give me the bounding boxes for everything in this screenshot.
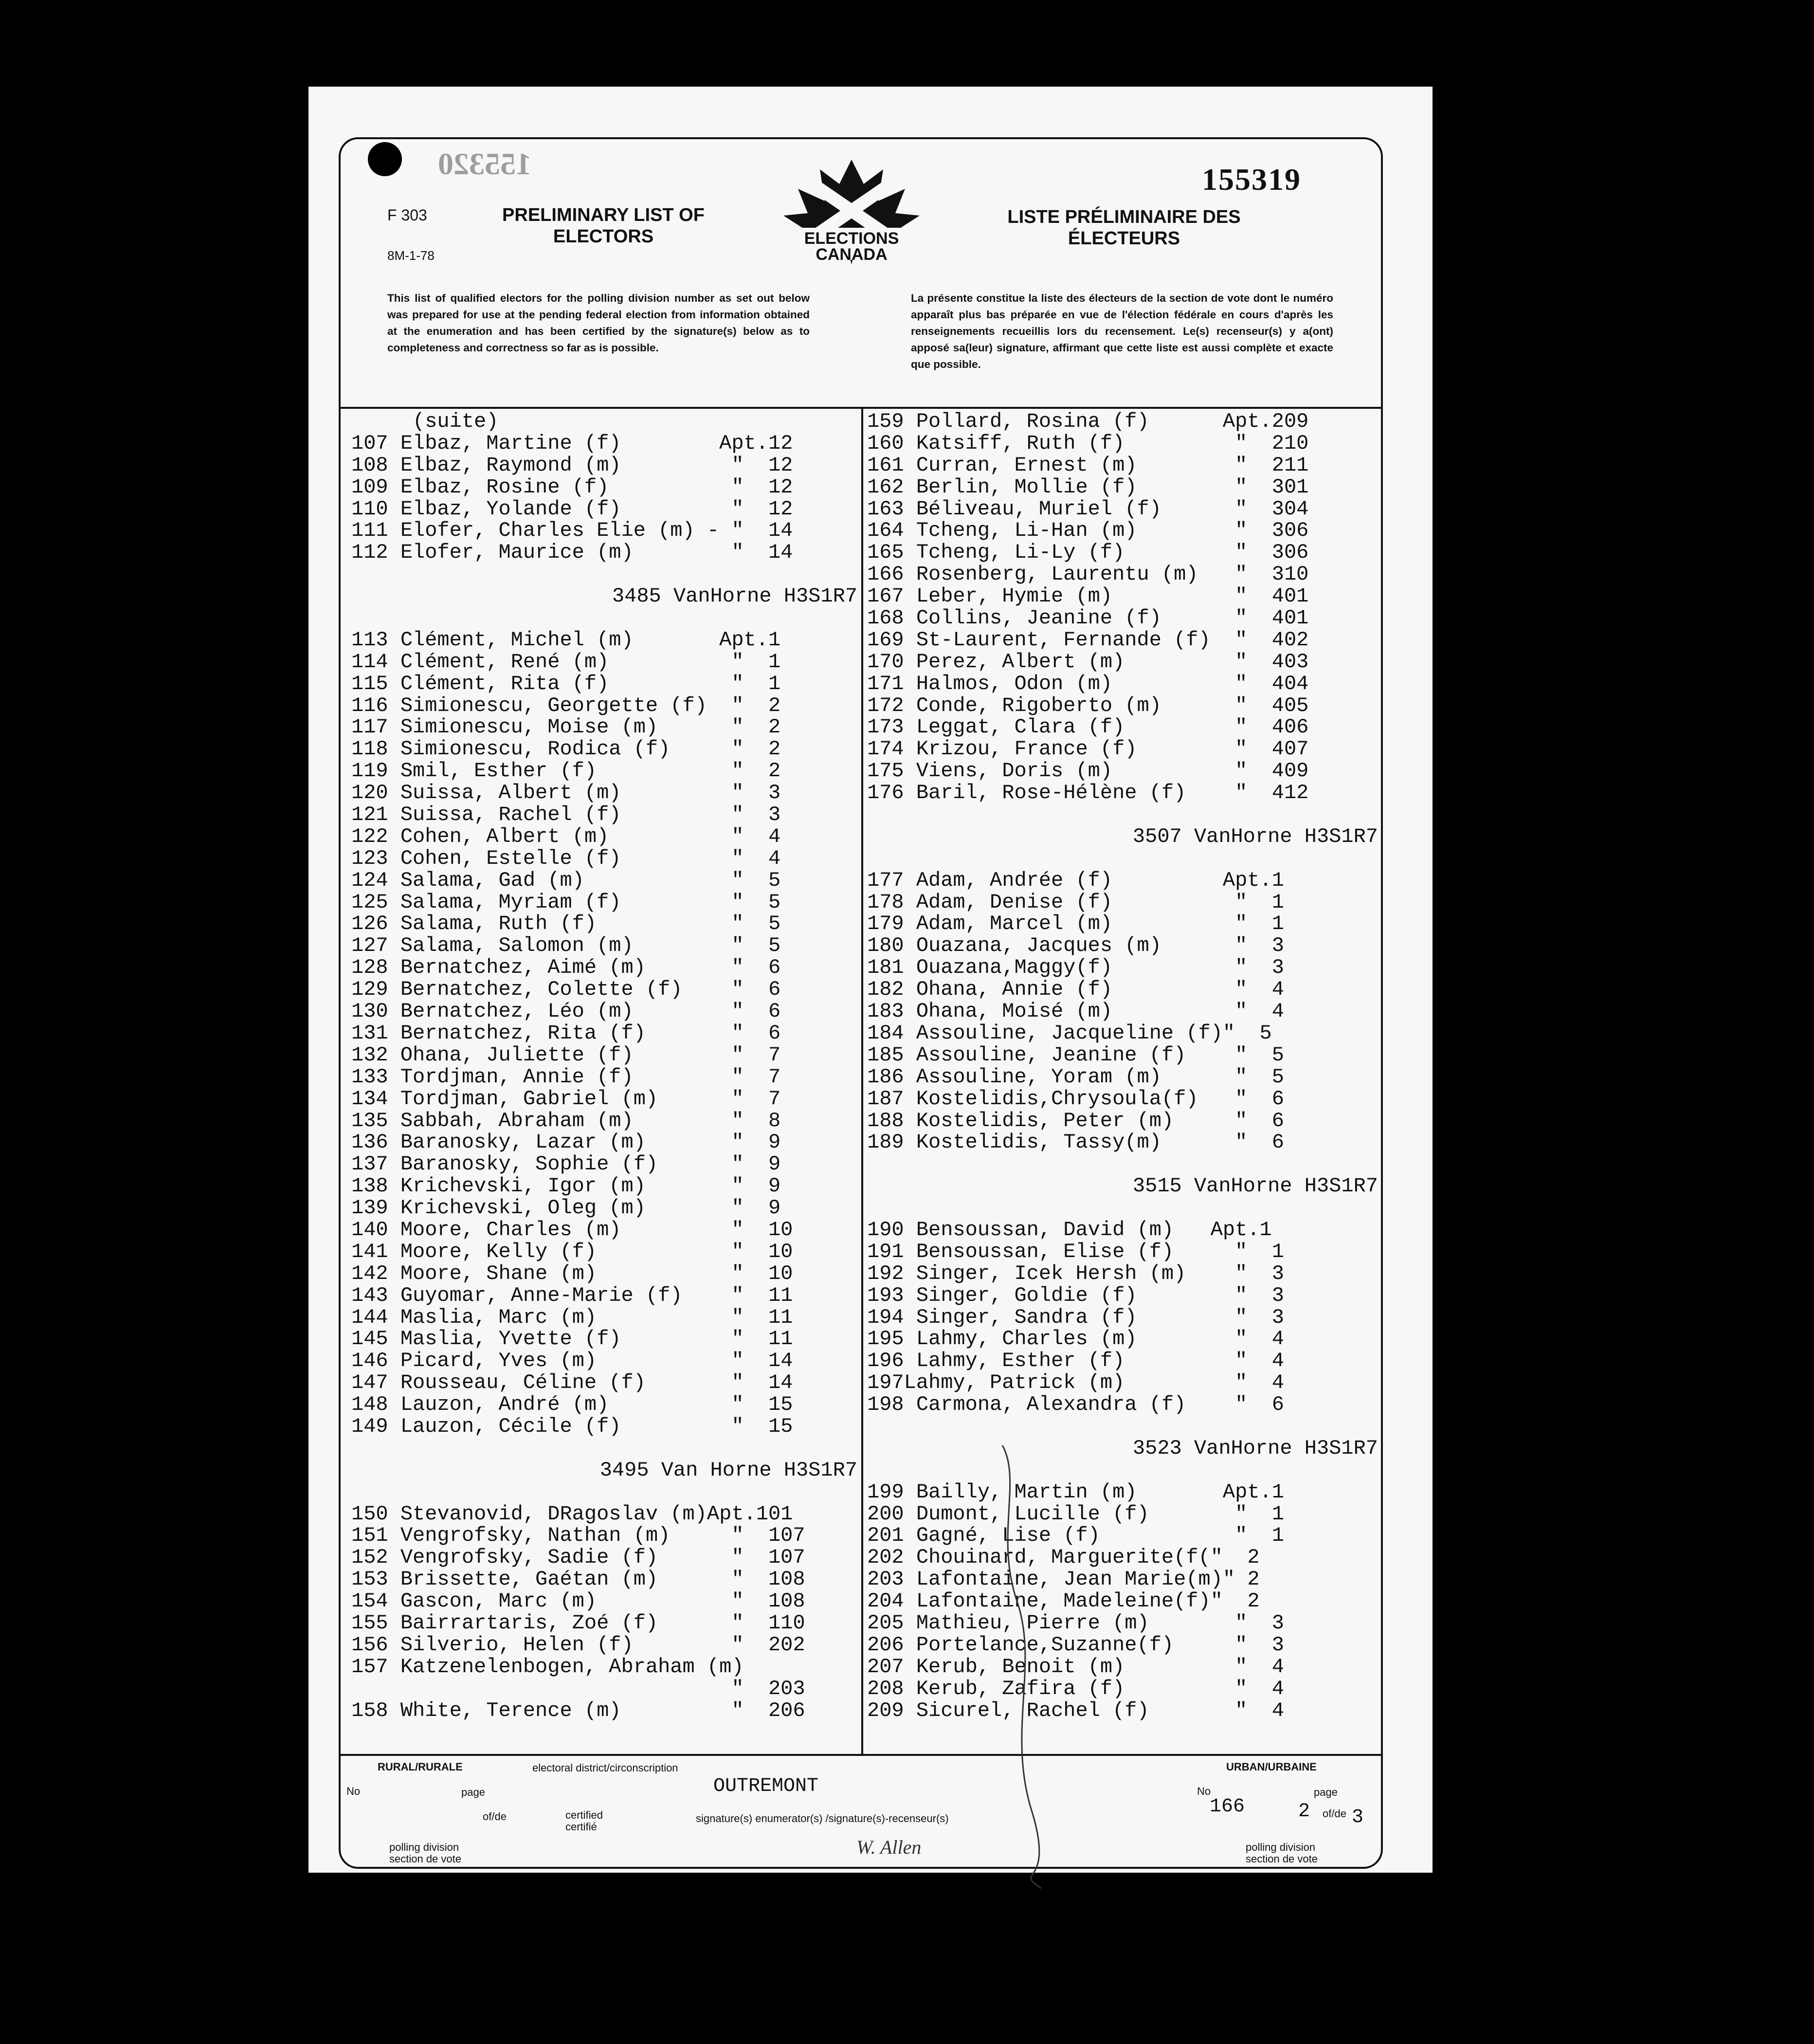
- elector-entry: 3515 VanHorne H3S1R7: [1132, 1174, 1378, 1198]
- elector-entry: 114 Clément, René (m) " 1: [351, 650, 781, 674]
- elector-entry: 168 Collins, Jeanine (f) " 401: [867, 606, 1309, 630]
- enumerator-signature-label: signature(s) enumerator(s) /signature(s)-recenseur(s): [696, 1812, 949, 1825]
- elector-entry: 133 Tordjman, Annie (f) " 7: [351, 1065, 781, 1089]
- elector-entry: 186 Assouline, Yoram (m) " 5: [867, 1065, 1284, 1089]
- spacer: [351, 564, 857, 585]
- elector-entry: 141 Moore, Kelly (f) " 10: [351, 1240, 793, 1263]
- elector-entry: 120 Suissa, Albert (m) " 3: [351, 781, 781, 805]
- continuation-label: " 203: [351, 1677, 805, 1700]
- elector-entry: 107 Elbaz, Martine (f) Apt.12: [351, 431, 793, 455]
- elector-entry: 129 Bernatchez, Colette (f) " 6: [351, 978, 781, 1002]
- elector-entry: 149 Lauzon, Cécile (f) " 15: [351, 1414, 793, 1438]
- elector-entry: 3507 VanHorne H3S1R7: [1132, 824, 1378, 848]
- elector-entry: 179 Adam, Marcel (m) " 1: [867, 912, 1284, 936]
- elector-entry: 134 Tordjman, Gabriel (m) " 7: [351, 1087, 781, 1111]
- punch-hole: [368, 142, 402, 176]
- elector-entry: 110 Elbaz, Yolande (f) " 12: [351, 497, 793, 521]
- elector-entry: 164 Tcheng, Li-Han (m) " 306: [867, 519, 1309, 543]
- elector-entry: 146 Picard, Yves (m) " 14: [351, 1349, 793, 1373]
- serial-number: 155319: [1202, 162, 1301, 197]
- elector-entry: 138 Krichevski, Igor (m) " 9: [351, 1174, 781, 1198]
- spacer: [867, 848, 1378, 870]
- elector-entry: 189 Kostelidis, Tassy(m) " 6: [867, 1131, 1284, 1154]
- elector-entry: 176 Baril, Rose-Hélène (f) " 412: [867, 781, 1309, 805]
- pen-mark: [993, 1441, 1051, 1893]
- elector-entry: 139 Krichevski, Oleg (m) " 9: [351, 1196, 781, 1220]
- elector-entry: 167 Leber, Hymie (m) " 401: [867, 584, 1309, 608]
- elector-entry: 203 Lafontaine, Jean Marie(m)" 2: [867, 1568, 1260, 1591]
- elector-entry: 190 Bensoussan, David (m) Apt.1: [867, 1218, 1272, 1241]
- elector-entry: 148 Lauzon, André (m) " 15: [351, 1393, 793, 1417]
- elector-list-right: [867, 411, 1378, 1721]
- elector-entry: 115 Clément, Rita (f) " 1: [351, 672, 781, 695]
- elector-entry: 119 Smil, Esther (f) " 2: [351, 759, 781, 783]
- elector-entry: 199 Bailly, Martin (m) Apt.1: [867, 1480, 1284, 1504]
- elector-entry: 193 Singer, Goldie (f) " 3: [867, 1283, 1284, 1307]
- elector-entry: 121 Suissa, Rachel (f) " 3: [351, 803, 781, 827]
- elector-entry: 183 Ohana, Moisé (m) " 4: [867, 1000, 1284, 1023]
- elector-entry: 113 Clément, Michel (m) Apt.1: [351, 628, 781, 652]
- elector-entry: 132 Ohana, Juliette (f) " 7: [351, 1043, 781, 1067]
- spacer: [867, 804, 1378, 826]
- elector-entry: 195 Lahmy, Charles (m) " 4: [867, 1327, 1284, 1351]
- elector-entry: 123 Cohen, Estelle (f) " 4: [351, 846, 781, 870]
- district-label: electoral district/circonscription: [532, 1762, 678, 1774]
- continuation-label: (suite): [351, 410, 499, 433]
- page-label-left: page: [461, 1786, 485, 1798]
- elector-entry: 172 Conde, Rigoberto (m) " 405: [867, 694, 1309, 717]
- svg-text:CANADA: CANADA: [816, 245, 888, 264]
- elector-entry: 165 Tcheng, Li-Ly (f) " 306: [867, 541, 1309, 565]
- elector-entry: 160 Katsiff, Ruth (f) " 210: [867, 431, 1309, 455]
- urban-number: 166: [1210, 1796, 1245, 1818]
- elector-entry: 178 Adam, Denise (f) " 1: [867, 890, 1284, 914]
- elector-entry: 187 Kostelidis,Chrysoula(f) " 6: [867, 1087, 1284, 1111]
- elector-entry: 162 Berlin, Mollie (f) " 301: [867, 475, 1309, 499]
- elector-entry: 196 Lahmy, Esther (f) " 4: [867, 1349, 1284, 1373]
- elector-entry: 171 Halmos, Odon (m) " 404: [867, 672, 1309, 695]
- spacer: [867, 1197, 1378, 1219]
- elector-entry: 128 Bernatchez, Aimé (m) " 6: [351, 956, 781, 980]
- elector-entry: 182 Ohana, Annie (f) " 4: [867, 978, 1284, 1002]
- elector-entry: 170 Perez, Albert (m) " 403: [867, 650, 1309, 674]
- page-label-right: page: [1314, 1786, 1338, 1798]
- elector-entry: 3485 VanHorne H3S1R7: [612, 584, 857, 608]
- elector-entry: 155 Bairrartaris, Zoé (f) " 110: [351, 1611, 805, 1635]
- no-label-left: No: [346, 1785, 361, 1797]
- spacer: [351, 607, 857, 629]
- elector-entry: 161 Curran, Ernest (m) " 211: [867, 453, 1309, 477]
- elector-entry: 116 Simionescu, Georgette (f) " 2: [351, 694, 781, 717]
- elector-entry: 191 Bensoussan, Elise (f) " 1: [867, 1240, 1284, 1263]
- elector-entry: 204 Lafontaine, Madeleine(f)" 2: [867, 1589, 1260, 1613]
- elector-entry: 109 Elbaz, Rosine (f) " 12: [351, 475, 793, 499]
- elector-entry: 137 Baranosky, Sophie (f) " 9: [351, 1152, 781, 1176]
- elections-canada-logo: [779, 155, 925, 265]
- elector-entry: 177 Adam, Andrée (f) Apt.1: [867, 868, 1284, 892]
- enumerator-signature: W. Allen: [856, 1836, 922, 1858]
- polling-division-left: polling division section de vote: [389, 1841, 461, 1865]
- elector-entry: 142 Moore, Shane (m) " 10: [351, 1261, 793, 1285]
- spacer: [351, 1438, 857, 1460]
- elector-entry: 209 Sicurel, Rachel (f) " 4: [867, 1698, 1284, 1722]
- elector-entry: 152 Vengrofsky, Sadie (f) " 107: [351, 1546, 805, 1570]
- elector-entry: 159 Pollard, Rosina (f) Apt.209: [867, 410, 1309, 433]
- certified-label: certified certifié: [565, 1809, 603, 1833]
- elector-entry: 157 Katzenelenbogen, Abraham (m): [351, 1655, 744, 1679]
- elector-entry: 122 Cohen, Albert (m) " 4: [351, 824, 781, 848]
- elector-entry: 131 Bernatchez, Rita (f) " 6: [351, 1021, 781, 1045]
- elector-entry: 127 Salama, Salomon (m) " 5: [351, 934, 781, 958]
- elector-entry: 188 Kostelidis, Peter (m) " 6: [867, 1109, 1284, 1132]
- footer-divider: [341, 1754, 1381, 1756]
- elector-entry: 135 Sabbah, Abraham (m) " 8: [351, 1109, 781, 1132]
- form-number: F 303: [387, 206, 427, 224]
- elector-entry: 163 Béliveau, Muriel (f) " 304: [867, 497, 1309, 521]
- elector-entry: 175 Viens, Doris (m) " 409: [867, 759, 1309, 783]
- elector-entry: 201 Gagné, Lise (f) " 1: [867, 1524, 1284, 1548]
- elector-entry: 169 St-Laurent, Fernande (f) " 402: [867, 628, 1309, 652]
- elector-entry: 108 Elbaz, Raymond (m) " 12: [351, 453, 793, 477]
- spacer: [351, 1481, 857, 1503]
- elector-entry: 3523 VanHorne H3S1R7: [1132, 1436, 1378, 1460]
- elector-entry: 144 Maslia, Marc (m) " 11: [351, 1305, 793, 1329]
- spacer: [867, 1153, 1378, 1175]
- form-date: 8M-1-78: [387, 248, 435, 263]
- elector-entry: 124 Salama, Gad (m) " 5: [351, 868, 781, 892]
- elector-entry: 151 Vengrofsky, Nathan (m) " 107: [351, 1524, 805, 1548]
- elector-entry: 136 Baranosky, Lazar (m) " 9: [351, 1131, 781, 1154]
- elector-entry: 194 Singer, Sandra (f) " 3: [867, 1305, 1284, 1329]
- no-label-right: No: [1197, 1785, 1211, 1797]
- elector-entry: 111 Elofer, Charles Elie (m) - " 14: [351, 519, 793, 543]
- elector-entry: 206 Portelance,Suzanne(f) " 3: [867, 1633, 1284, 1657]
- description-en: This list of qualified electors for the polling division number as set out below was prepared for use at the pending federal election from information obtained at the enumeration and has been certified by the signature(s) below as to completeness and correctness so far as is possible.: [387, 292, 810, 354]
- elector-entry: 202 Chouinard, Marguerite(f(" 2: [867, 1546, 1260, 1570]
- polling-division-right: polling division section de vote: [1246, 1841, 1318, 1865]
- elector-entry: 117 Simionescu, Moise (m) " 2: [351, 715, 781, 739]
- description-fr: La présente constitue la liste des électeurs de la section de vote dont le numéro apparaît plus bas préparée en vue de l'élection fédérale en cours d'après les renseignements recueillis lors du recensement. Le(s) recenseur(s) y a(ont) apposé sa(leur) signature, affirmant que cette liste est aussi complète et exacte que possible.: [911, 292, 1333, 370]
- elector-entry: 197Lahmy, Patrick (m) " 4: [867, 1371, 1284, 1395]
- spacer: [867, 1460, 1378, 1481]
- svg-text:ELECTIONS: ELECTIONS: [804, 229, 899, 248]
- urban-of: 3: [1352, 1807, 1364, 1828]
- of-label-right: of/de: [1323, 1807, 1346, 1820]
- elector-entry: 173 Leggat, Clara (f) " 406: [867, 715, 1309, 739]
- column-divider: [861, 407, 863, 1755]
- urban-label: URBAN/URBAINE: [1226, 1761, 1317, 1773]
- elector-entry: 184 Assouline, Jacqueline (f)" 5: [867, 1021, 1272, 1045]
- elector-entry: 158 White, Terence (m) " 206: [351, 1698, 805, 1722]
- elector-entry: 150 Stevanovid, DRagoslav (m)Apt.101: [351, 1502, 793, 1526]
- elector-entry: 208 Kerub, Zafira (f) " 4: [867, 1677, 1284, 1700]
- elector-entry: 147 Rousseau, Céline (f) " 14: [351, 1371, 793, 1395]
- elector-entry: 180 Ouazana, Jacques (m) " 3: [867, 934, 1284, 958]
- elector-entry: 205 Mathieu, Pierre (m) " 3: [867, 1611, 1284, 1635]
- of-label-left: of/de: [483, 1810, 507, 1823]
- elector-entry: 153 Brissette, Gaétan (m) " 108: [351, 1568, 805, 1591]
- elector-entry: 145 Maslia, Yvette (f) " 11: [351, 1327, 793, 1351]
- elector-entry: 181 Ouazana,Maggy(f) " 3: [867, 956, 1284, 980]
- district-value: OUTREMONT: [713, 1775, 819, 1797]
- elector-entry: 166 Rosenberg, Laurentu (m) " 310: [867, 563, 1309, 586]
- rural-label: RURAL/RURALE: [378, 1761, 463, 1773]
- title-en: PRELIMINARY LIST OF ELECTORS: [502, 205, 705, 247]
- spacer: [867, 1416, 1378, 1438]
- title-fr: LISTE PRÉLIMINAIRE DES ÉLECTEURS: [1007, 207, 1241, 249]
- elector-entry: 185 Assouline, Jeanine (f) " 5: [867, 1043, 1284, 1067]
- elector-entry: 198 Carmona, Alexandra (f) " 6: [867, 1393, 1284, 1417]
- elector-entry: 154 Gascon, Marc (m) " 108: [351, 1589, 805, 1613]
- elector-entry: 126 Salama, Ruth (f) " 5: [351, 912, 781, 936]
- elector-list-left: [351, 411, 857, 1721]
- elector-entry: 156 Silverio, Helen (f) " 202: [351, 1633, 805, 1657]
- elector-entry: 174 Krizou, France (f) " 407: [867, 737, 1309, 761]
- elector-entry: 140 Moore, Charles (m) " 10: [351, 1218, 793, 1241]
- elector-entry: 130 Bernatchez, Léo (m) " 6: [351, 1000, 781, 1023]
- elector-entry: 200 Dumont, Lucille (f) " 1: [867, 1502, 1284, 1526]
- elector-entry: 112 Elofer, Maurice (m) " 14: [351, 541, 793, 565]
- elector-entry: 3495 Van Horne H3S1R7: [599, 1458, 857, 1482]
- mirrored-serial: 155320: [438, 146, 531, 181]
- urban-page: 2: [1298, 1801, 1310, 1823]
- elector-entry: 125 Salama, Myriam (f) " 5: [351, 890, 781, 914]
- elector-entry: 118 Simionescu, Rodica (f) " 2: [351, 737, 781, 761]
- header-divider: [341, 407, 1381, 409]
- elector-entry: 207 Kerub, Benoit (m) " 4: [867, 1655, 1284, 1679]
- elector-entry: 192 Singer, Icek Hersh (m) " 3: [867, 1261, 1284, 1285]
- elector-entry: 143 Guyomar, Anne-Marie (f) " 11: [351, 1283, 793, 1307]
